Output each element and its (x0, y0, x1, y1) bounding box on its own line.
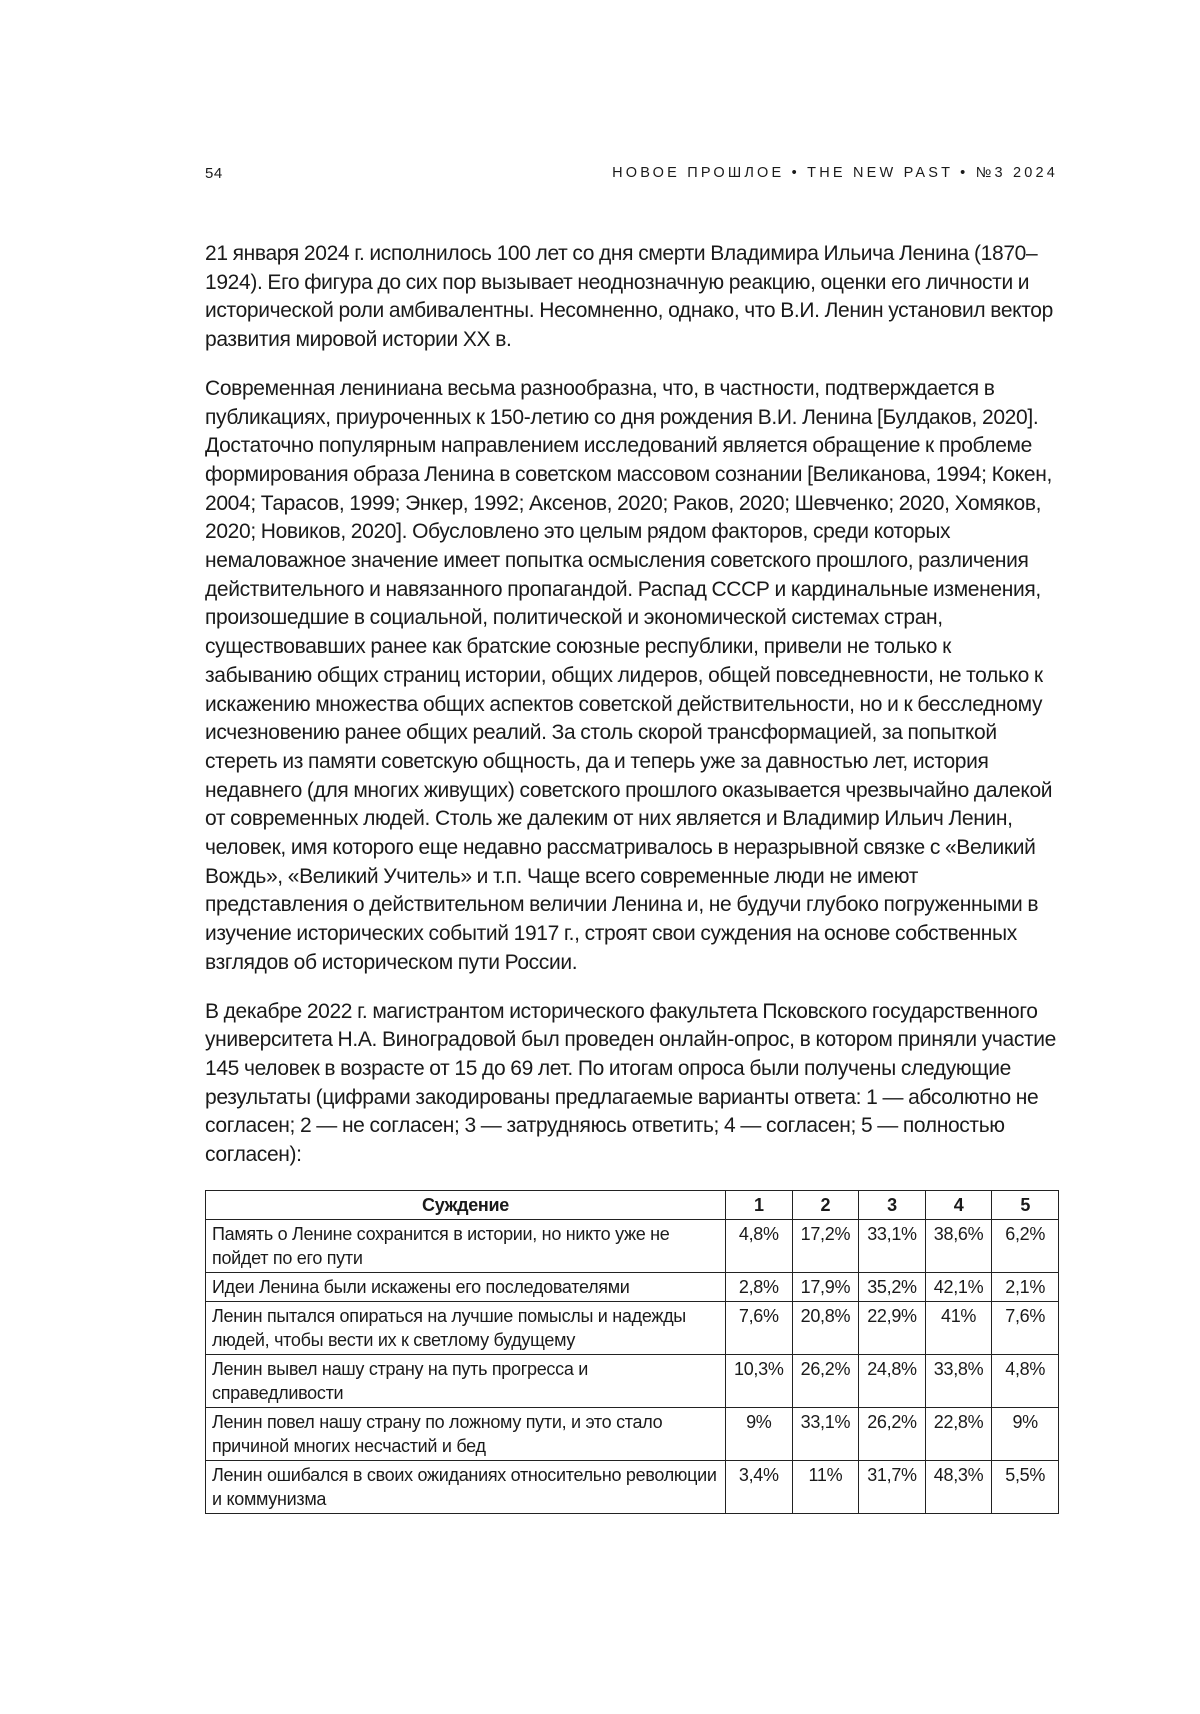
value-cell: 2,1% (992, 1272, 1059, 1301)
value-cell: 48,3% (925, 1460, 992, 1513)
value-cell: 42,1% (925, 1272, 992, 1301)
paragraph-survey-description: В декабре 2022 г. магистрантом исторического факультета Псковского государственного университета Н.А. Виноградовой был проведен онлайн-опрос, в котором приняли участие 145 человек в возрасте от 15 до 69 лет. По итогам опроса были получены следующие результаты (цифрами закодированы предлагаемые варианты ответа: 1 — абсолютно не согласен; 2 — не согласен; 3 — затрудняюсь ответить; 4 — согласен; 5 — полностью согласен): (205, 999, 1056, 1167)
column-header-4: 4 (925, 1190, 992, 1219)
table-row (206, 1460, 1059, 1513)
value-cell: 4,8% (726, 1219, 793, 1272)
table-row (206, 1219, 1059, 1272)
table-row (206, 1301, 1059, 1354)
column-header-5: 5 (992, 1190, 1059, 1219)
value-cell: 5,5% (992, 1460, 1059, 1513)
table-header-row (206, 1190, 1059, 1219)
running-header (205, 165, 1058, 189)
value-cell: 10,3% (726, 1354, 793, 1407)
value-cell: 24,8% (859, 1354, 926, 1407)
article-body (205, 240, 1058, 1514)
value-cell: 6,2% (992, 1219, 1059, 1272)
value-cell: 4,8% (992, 1354, 1059, 1407)
value-cell: 31,7% (859, 1460, 926, 1513)
page-number: 54 (205, 165, 223, 182)
value-cell: 7,6% (726, 1301, 793, 1354)
value-cell: 41% (925, 1301, 992, 1354)
value-cell: 11% (792, 1460, 859, 1513)
table-row (206, 1354, 1059, 1407)
statement-cell: Ленин пытался опираться на лучшие помыслы и надежды людей, чтобы вести их к светлому будущему (206, 1301, 726, 1354)
value-cell: 7,6% (992, 1301, 1059, 1354)
value-cell: 20,8% (792, 1301, 859, 1354)
value-cell: 9% (992, 1407, 1059, 1460)
column-header-3: 3 (859, 1190, 926, 1219)
paragraph-intro: 21 января 2024 г. исполнилось 100 лет со дня смерти Владимира Ильича Ленина (1870–1924). Его фигура до сих пор вызывает неоднозначную реакцию, оценки его личности и исторической роли амбивалентны. Несомненно, однако, что В.И. Ленин установил вектор развития мировой истории XX в. (205, 242, 1053, 352)
value-cell: 2,8% (726, 1272, 793, 1301)
value-cell: 26,2% (792, 1354, 859, 1407)
value-cell: 38,6% (925, 1219, 992, 1272)
value-cell: 22,9% (859, 1301, 926, 1354)
value-cell: 26,2% (859, 1407, 926, 1460)
statement-cell: Ленин повел нашу страну по ложному пути, и это стало причиной многих несчастий и бед (206, 1407, 726, 1460)
value-cell: 35,2% (859, 1272, 926, 1301)
column-header-1: 1 (726, 1190, 793, 1219)
value-cell: 33,1% (792, 1407, 859, 1460)
statement-cell: Ленин вывел нашу страну на путь прогресса и справедливости (206, 1354, 726, 1407)
paragraph-historiography: Современная лениниана весьма разнообразна, что, в частности, подтверждается в публикациях, приуроченных к 150-летию со дня рождения В.И. Ленина [Булдаков, 2020]. Достаточно популярным направлением исследований является обращение к проблеме формирования образа Ленина в советском массовом сознании [Великанова, 1994; Кокен, 2004; Тарасов, 1999; Энкер, 1992; Аксенов, 2020; Раков, 2020; Шевченко; 2020, Хомяков, 2020; Новиков, 2020]. Обусловлено это целым рядом факторов, среди которых немаловажное значение имеет попытка осмысления советского прошлого, различения действительного и навязанного пропагандой. Распад СССР и кардинальные изменения, произошедшие в социальной, политической и экономической системах стран, существовавших ранее как братские союзные республики, привели не только к забыванию общих страниц истории, общих лидеров, общей повседневности, не только к искажению множества общих аспектов советской действительности, но и к бесследному исчезновению ранее общих реалий. За столь скорой трансформацией, за попыткой стереть из памяти советскую общность, да и теперь уже за давностью лет, история недавнего (для многих живущих) советского прошлого оказывается чрезвычайно далекой от современных людей. Столь же далеким от них является и Владимир Ильич Ленин, человек, имя которого еще недавно рассматривалось в неразрывной связке с «Великий Вождь», «Великий Учитель» и т.п. Чаще всего современные люди не имеют представления о действительном величии Ленина и, не будучи глубоко погруженными в изучение исторических событий 1917 г., строят свои суждения на основе собственных взглядов об историческом пути России. (205, 376, 1053, 974)
value-cell: 17,2% (792, 1219, 859, 1272)
journal-title: НОВОЕ ПРОШЛОЕ • THE NEW PAST • №3 2024 (612, 165, 1058, 181)
value-cell: 17,9% (792, 1272, 859, 1301)
value-cell: 3,4% (726, 1460, 793, 1513)
value-cell: 22,8% (925, 1407, 992, 1460)
value-cell: 33,8% (925, 1354, 992, 1407)
survey-results-table (205, 1190, 1059, 1514)
table-row (206, 1407, 1059, 1460)
column-header-statement: Суждение (206, 1190, 726, 1219)
statement-cell: Идеи Ленина были искажены его последователями (206, 1272, 726, 1301)
value-cell: 9% (726, 1407, 793, 1460)
statement-cell: Память о Ленине сохранится в истории, но никто уже не пойдет по его пути (206, 1219, 726, 1272)
statement-cell: Ленин ошибался в своих ожиданиях относительно революции и коммунизма (206, 1460, 726, 1513)
value-cell: 33,1% (859, 1219, 926, 1272)
table-row (206, 1272, 1059, 1301)
column-header-2: 2 (792, 1190, 859, 1219)
